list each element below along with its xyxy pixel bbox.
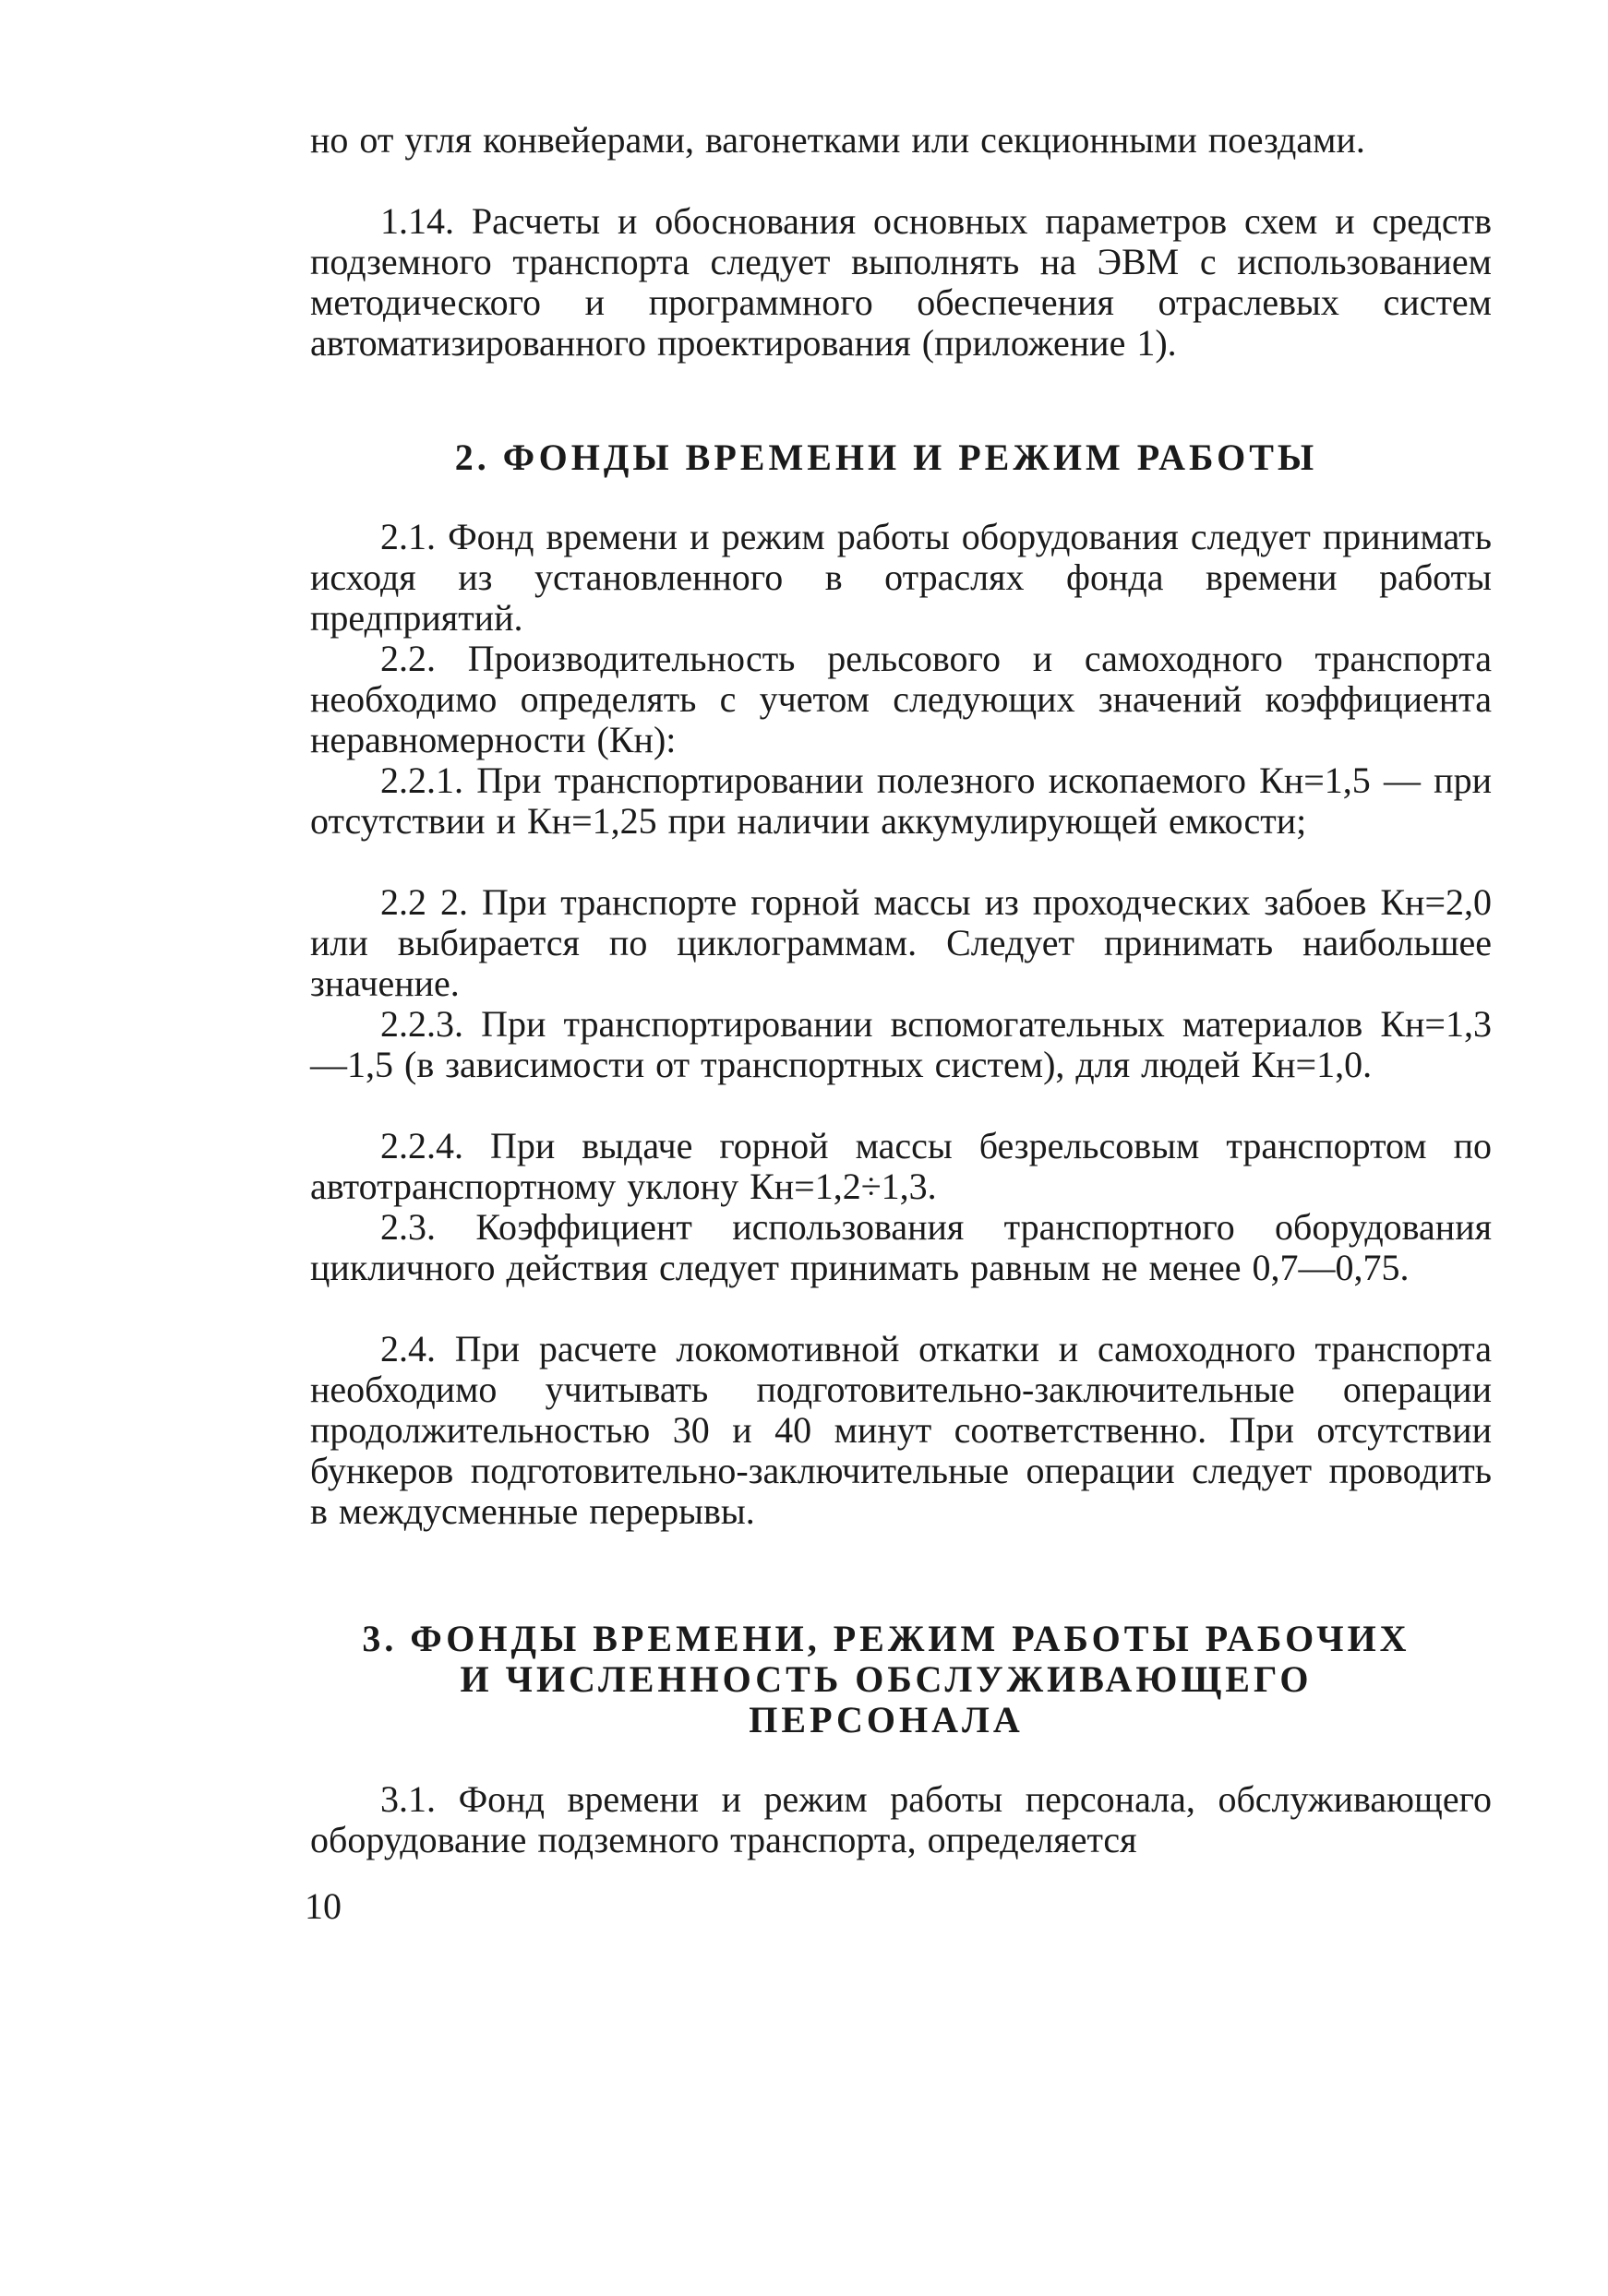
section-2-heading: 2. ФОНДЫ ВРЕМЕНИ И РЕЖИМ РАБОТЫ [454,436,1318,478]
paragraph-2-2: 2.2. Производительность рельсового и самоходного транспорта необходимо определять с учетом следующих значений коэффициента неравномерности (Кн): [310,638,1492,760]
paragraph-2-2-4: 2.2.4. При выдаче горной массы безрельсовым транспортом по автотранспортному уклону Кн=1,2÷1,3. [310,1125,1492,1207]
section-3-heading-line-1: 3. ФОНДЫ ВРЕМЕНИ, РЕЖИМ РАБОТЫ РАБОЧИХ [362,1618,1410,1659]
page-number: 10 [305,1885,342,1927]
paragraph-2-3: 2.3. Коэффициент использования транспортного оборудования цикличного действия следует принимать равным не менее 0,7—0,75. [310,1206,1492,1288]
section-3-heading-line-2: И ЧИСЛЕННОСТЬ ОБСЛУЖИВАЮЩЕГО [460,1658,1313,1700]
section-3-heading-line-3: ПЕРСОНАЛА [749,1699,1024,1740]
paragraph-2-1: 2.1. Фонд времени и режим работы оборудования следует принимать исходя из установленного в отраслях фонда времени работы предприятий. [310,516,1492,639]
paragraph-2-2-1: 2.2.1. При транспортировании полезного ископаемого Кн=1,5 — при отсутствии и Кн=1,25 при наличии аккумулирующей емкости; [310,759,1492,842]
paragraph-2-4: 2.4. При расчете локомотивной откатки и самоходного транспорта необходимо учитывать подготовительно-заключительные операции продолжительностью 30 и 40 минут соответственно. При отсутствии бункеров подготовительно-заключительные операции следует проводить в междусменные перерывы. [310,1328,1492,1532]
paragraph-1-14: 1.14. Расчеты и обоснования основных параметров схем и средств подземного транспорта следует выполнять на ЭВМ с использованием методического и программного обеспечения отраслевых систем автоматизированного проектирования (приложение 1). [310,200,1492,364]
paragraph-2-2-3: 2.2.3. При транспортировании вспомогательных материалов Кн=1,3—1,5 (в зависимости от транспортных систем), для людей Кн=1,0. [310,1003,1492,1085]
section-3-heading [277,1619,1495,1740]
paragraph-continuation: но от угля конвейерами, вагонетками или секционными поездами. [310,119,1365,161]
paragraph-3-1: 3.1. Фонд времени и режим работы персонала, обслуживающего оборудование подземного транспорта, определяется [310,1778,1492,1860]
paragraph-2-2-2: 2.2 2. При транспорте горной массы из проходческих забоев Кн=2,0 или выбирается по циклограммам. Следует принимать наибольшее значение. [310,881,1492,1004]
